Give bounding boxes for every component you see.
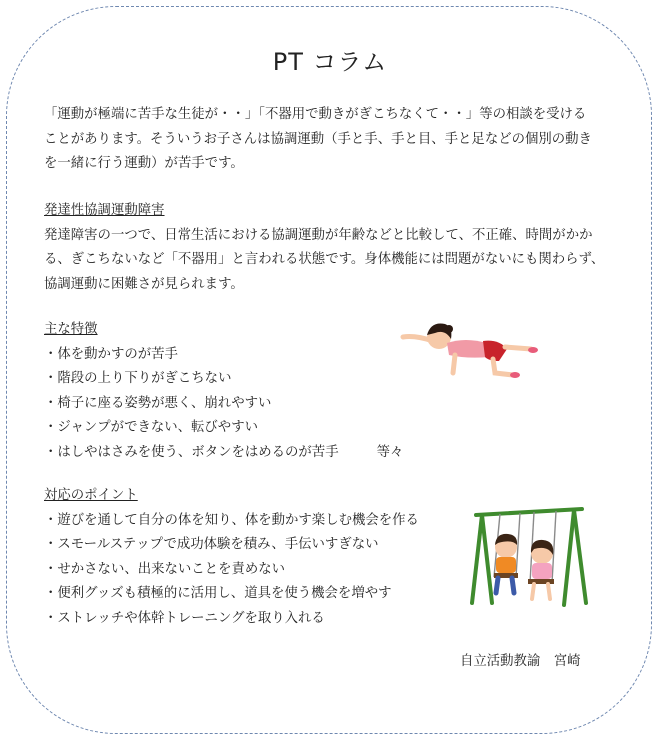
- feature-item: ・ジャンプができない、転びやすい: [44, 420, 258, 436]
- point-item: ・スモールステップで成功体験を積み、手伝いすぎない: [44, 537, 379, 553]
- dcd-line: 協調運動に困難さが見られます。: [44, 276, 244, 292]
- features-suffix: 等々: [376, 444, 404, 460]
- dcd-section: [44, 199, 616, 297]
- intro-line: を一緒に行う運動）が苦手です。: [44, 156, 244, 172]
- page-title: PT コラム: [272, 48, 388, 76]
- exercise-girl-illustration: [395, 315, 540, 380]
- dcd-line: る、ぎこちないなど「不器用」と言われる状態です。身体機能には問題がないにも関わらず、: [44, 252, 605, 268]
- intro-line: 「運動が極端に苦手な生徒が・・」「不器用で動きがぎこちなくて・・」等の相談を受ける: [44, 107, 587, 122]
- feature-item: ・はしやはさみを使う、ボタンをはめるのが苦手: [44, 444, 339, 460]
- intro-paragraph: [44, 103, 616, 177]
- feature-item-last: [44, 441, 444, 466]
- feature-item: ・椅子に座る姿勢が悪く、崩れやすい: [44, 395, 272, 411]
- point-item: ・便利グッズも積極的に活用し、道具を使う機会を増やす: [44, 586, 392, 602]
- feature-item: ・体を動かすのが苦手: [44, 346, 178, 362]
- point-item: ・せかさない、出来ないことを責めない: [44, 561, 286, 577]
- intro-line: ことがあります。そういうお子さんは協調運動（手と手、手と目、手と足などの個別の動き: [44, 131, 592, 147]
- signature: 自立活動教諭 宮崎: [460, 654, 581, 669]
- dcd-heading: 発達性協調運動障害: [44, 203, 165, 218]
- points-section: [44, 484, 464, 632]
- point-item: ・ストレッチや体幹トレーニングを取り入れる: [44, 610, 325, 626]
- points-heading: 対応のポイント: [44, 488, 138, 503]
- features-section: [44, 318, 444, 466]
- dcd-line: 発達障害の一つで、日常生活における協調運動が年齢などと比較して、不正確、時間がかか: [44, 227, 593, 243]
- feature-item: ・階段の上り下りがぎこちない: [44, 371, 232, 387]
- swing-children-illustration: [468, 503, 590, 608]
- features-heading: 主な特徴: [44, 322, 98, 337]
- point-item: ・遊びを通して自分の体を知り、体を動かす楽しむ機会を作る: [44, 512, 419, 528]
